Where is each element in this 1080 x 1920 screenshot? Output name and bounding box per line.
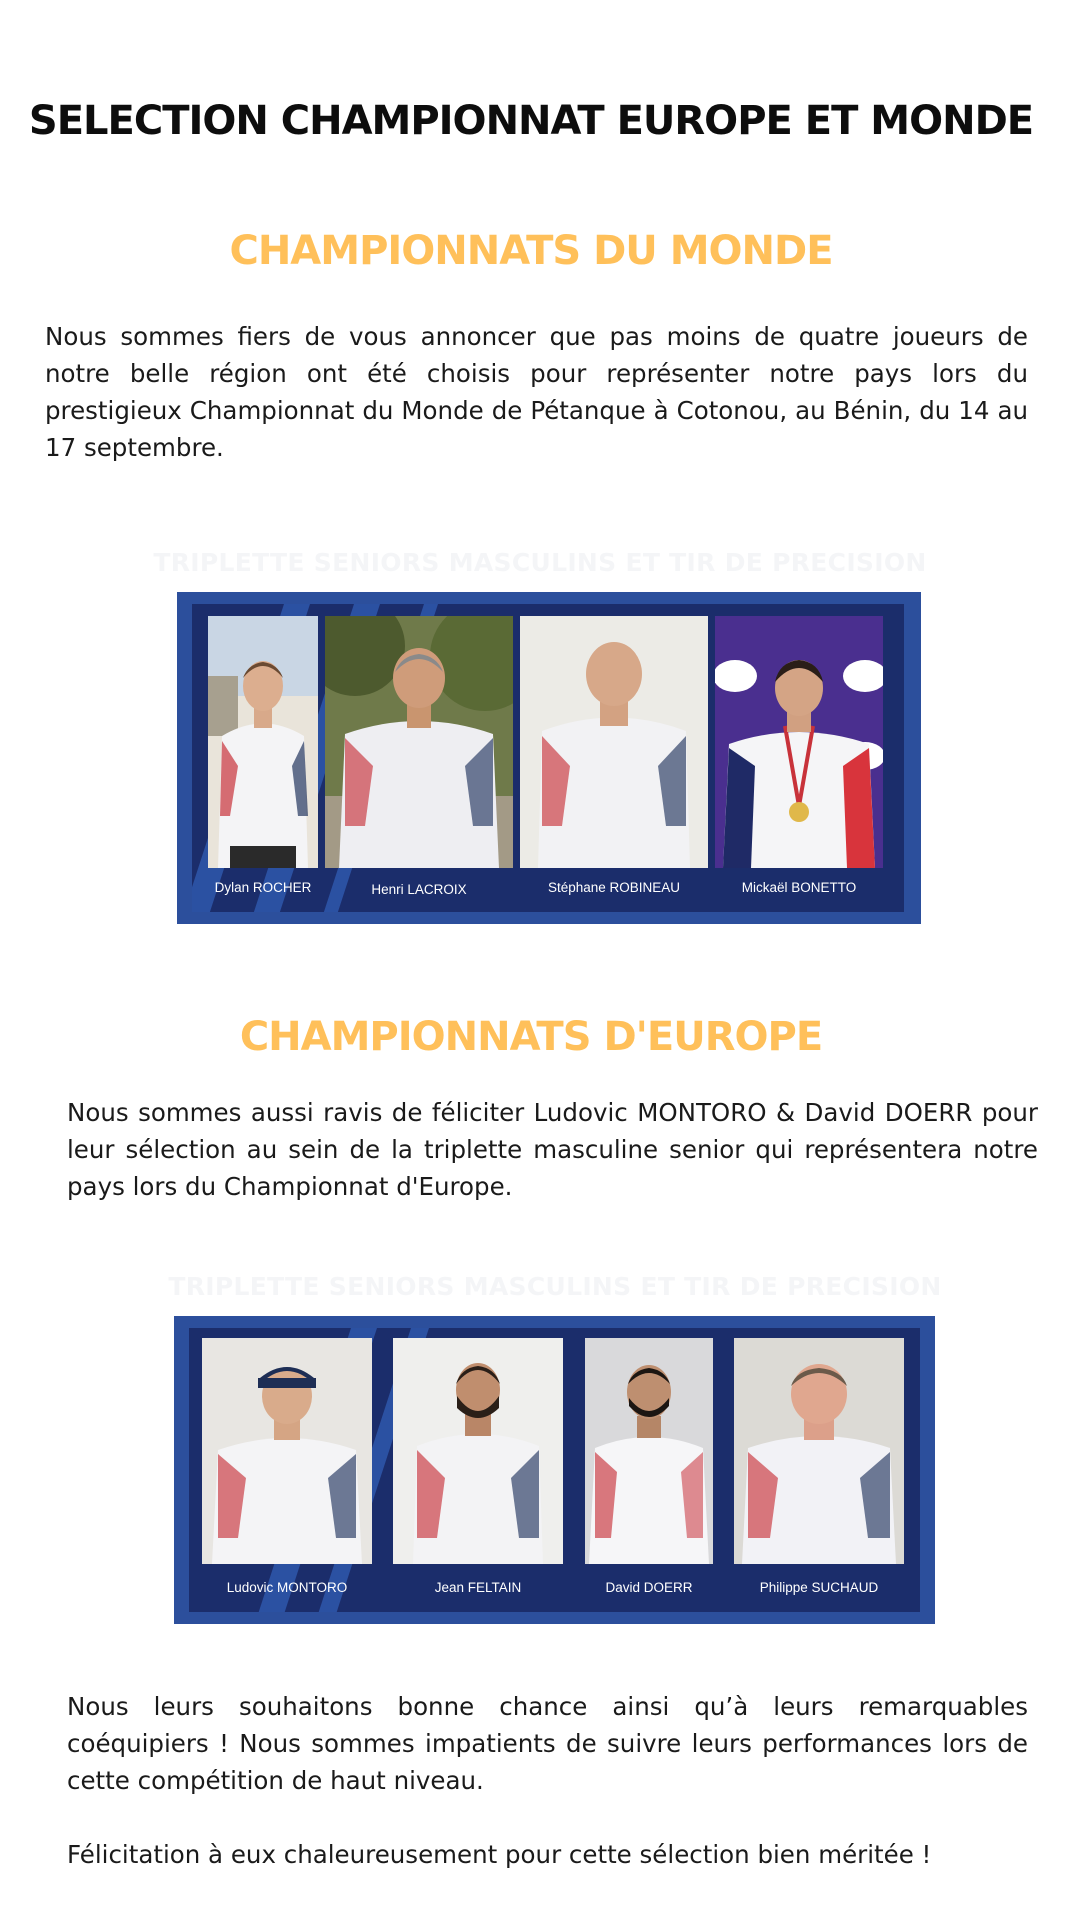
player-photo-david-doerr <box>585 1338 713 1564</box>
player-photo-stephane-robineau <box>520 616 708 868</box>
player-name-label: Dylan ROCHER <box>214 880 312 895</box>
player-name-label: Ludovic MONTORO <box>226 1580 348 1595</box>
player-photo-henri-lacroix <box>325 616 513 868</box>
world-section-title: CHAMPIONNATS DU MONDE <box>229 228 833 274</box>
player-photo-philippe-suchaud <box>734 1338 904 1564</box>
closing-congrats: Félicitation à eux chaleureusement pour cette sélection bien méritée ! <box>67 1840 932 1869</box>
page-title: SELECTION CHAMPIONNAT EUROPE ET MONDE <box>28 98 1034 144</box>
closing-paragraph: Nous leurs souhaitons bonne chance ainsi qu’à leurs remarquables coéquipiers ! Nous sommes impatients de suivre leurs performances lors de cette compétition de haut niveau. <box>67 1692 1028 1795</box>
player-name-label: Stéphane ROBINEAU <box>547 880 681 895</box>
world-team-banner <box>177 592 921 924</box>
player-name-label: Mickaël BONETTO <box>741 880 857 895</box>
player-photo-mickael-bonetto <box>715 616 883 868</box>
world-ghost-caption: TRIPLETTE SENIORS MASCULINS ET TIR DE PRECISION <box>153 548 927 577</box>
europe-ghost-caption: TRIPLETTE SENIORS MASCULINS ET TIR DE PRECISION <box>168 1272 942 1301</box>
europe-team-banner <box>174 1316 935 1624</box>
player-photo-dylan-rocher <box>208 616 318 868</box>
europe-paragraph: Nous sommes aussi ravis de féliciter Ludovic MONTORO & David DOERR pour leur sélection au sein de la triplette masculine senior qui représentera notre pays lors du Championnat d'Europe. <box>67 1098 1038 1201</box>
world-banner-inner <box>192 604 904 912</box>
player-name-label: David DOERR <box>605 1580 693 1595</box>
player-photo-jean-feltain <box>393 1338 563 1564</box>
player-name-label: Henri LACROIX <box>371 882 467 897</box>
player-name-label: Jean FELTAIN <box>434 1580 522 1595</box>
europe-banner-inner <box>189 1328 920 1612</box>
player-name-label: Philippe SUCHAUD <box>759 1580 879 1595</box>
player-photo-ludovic-montoro <box>202 1338 372 1564</box>
world-paragraph: Nous sommes fiers de vous annoncer que pas moins de quatre joueurs de notre belle région ont été choisis pour représenter notre pays lors du prestigieux Championnat du Monde de Pétanque à Cotonou, au Bénin, du 14 au 17 septembre. <box>45 322 1028 462</box>
europe-section-title: CHAMPIONNATS D'EUROPE <box>239 1014 823 1060</box>
